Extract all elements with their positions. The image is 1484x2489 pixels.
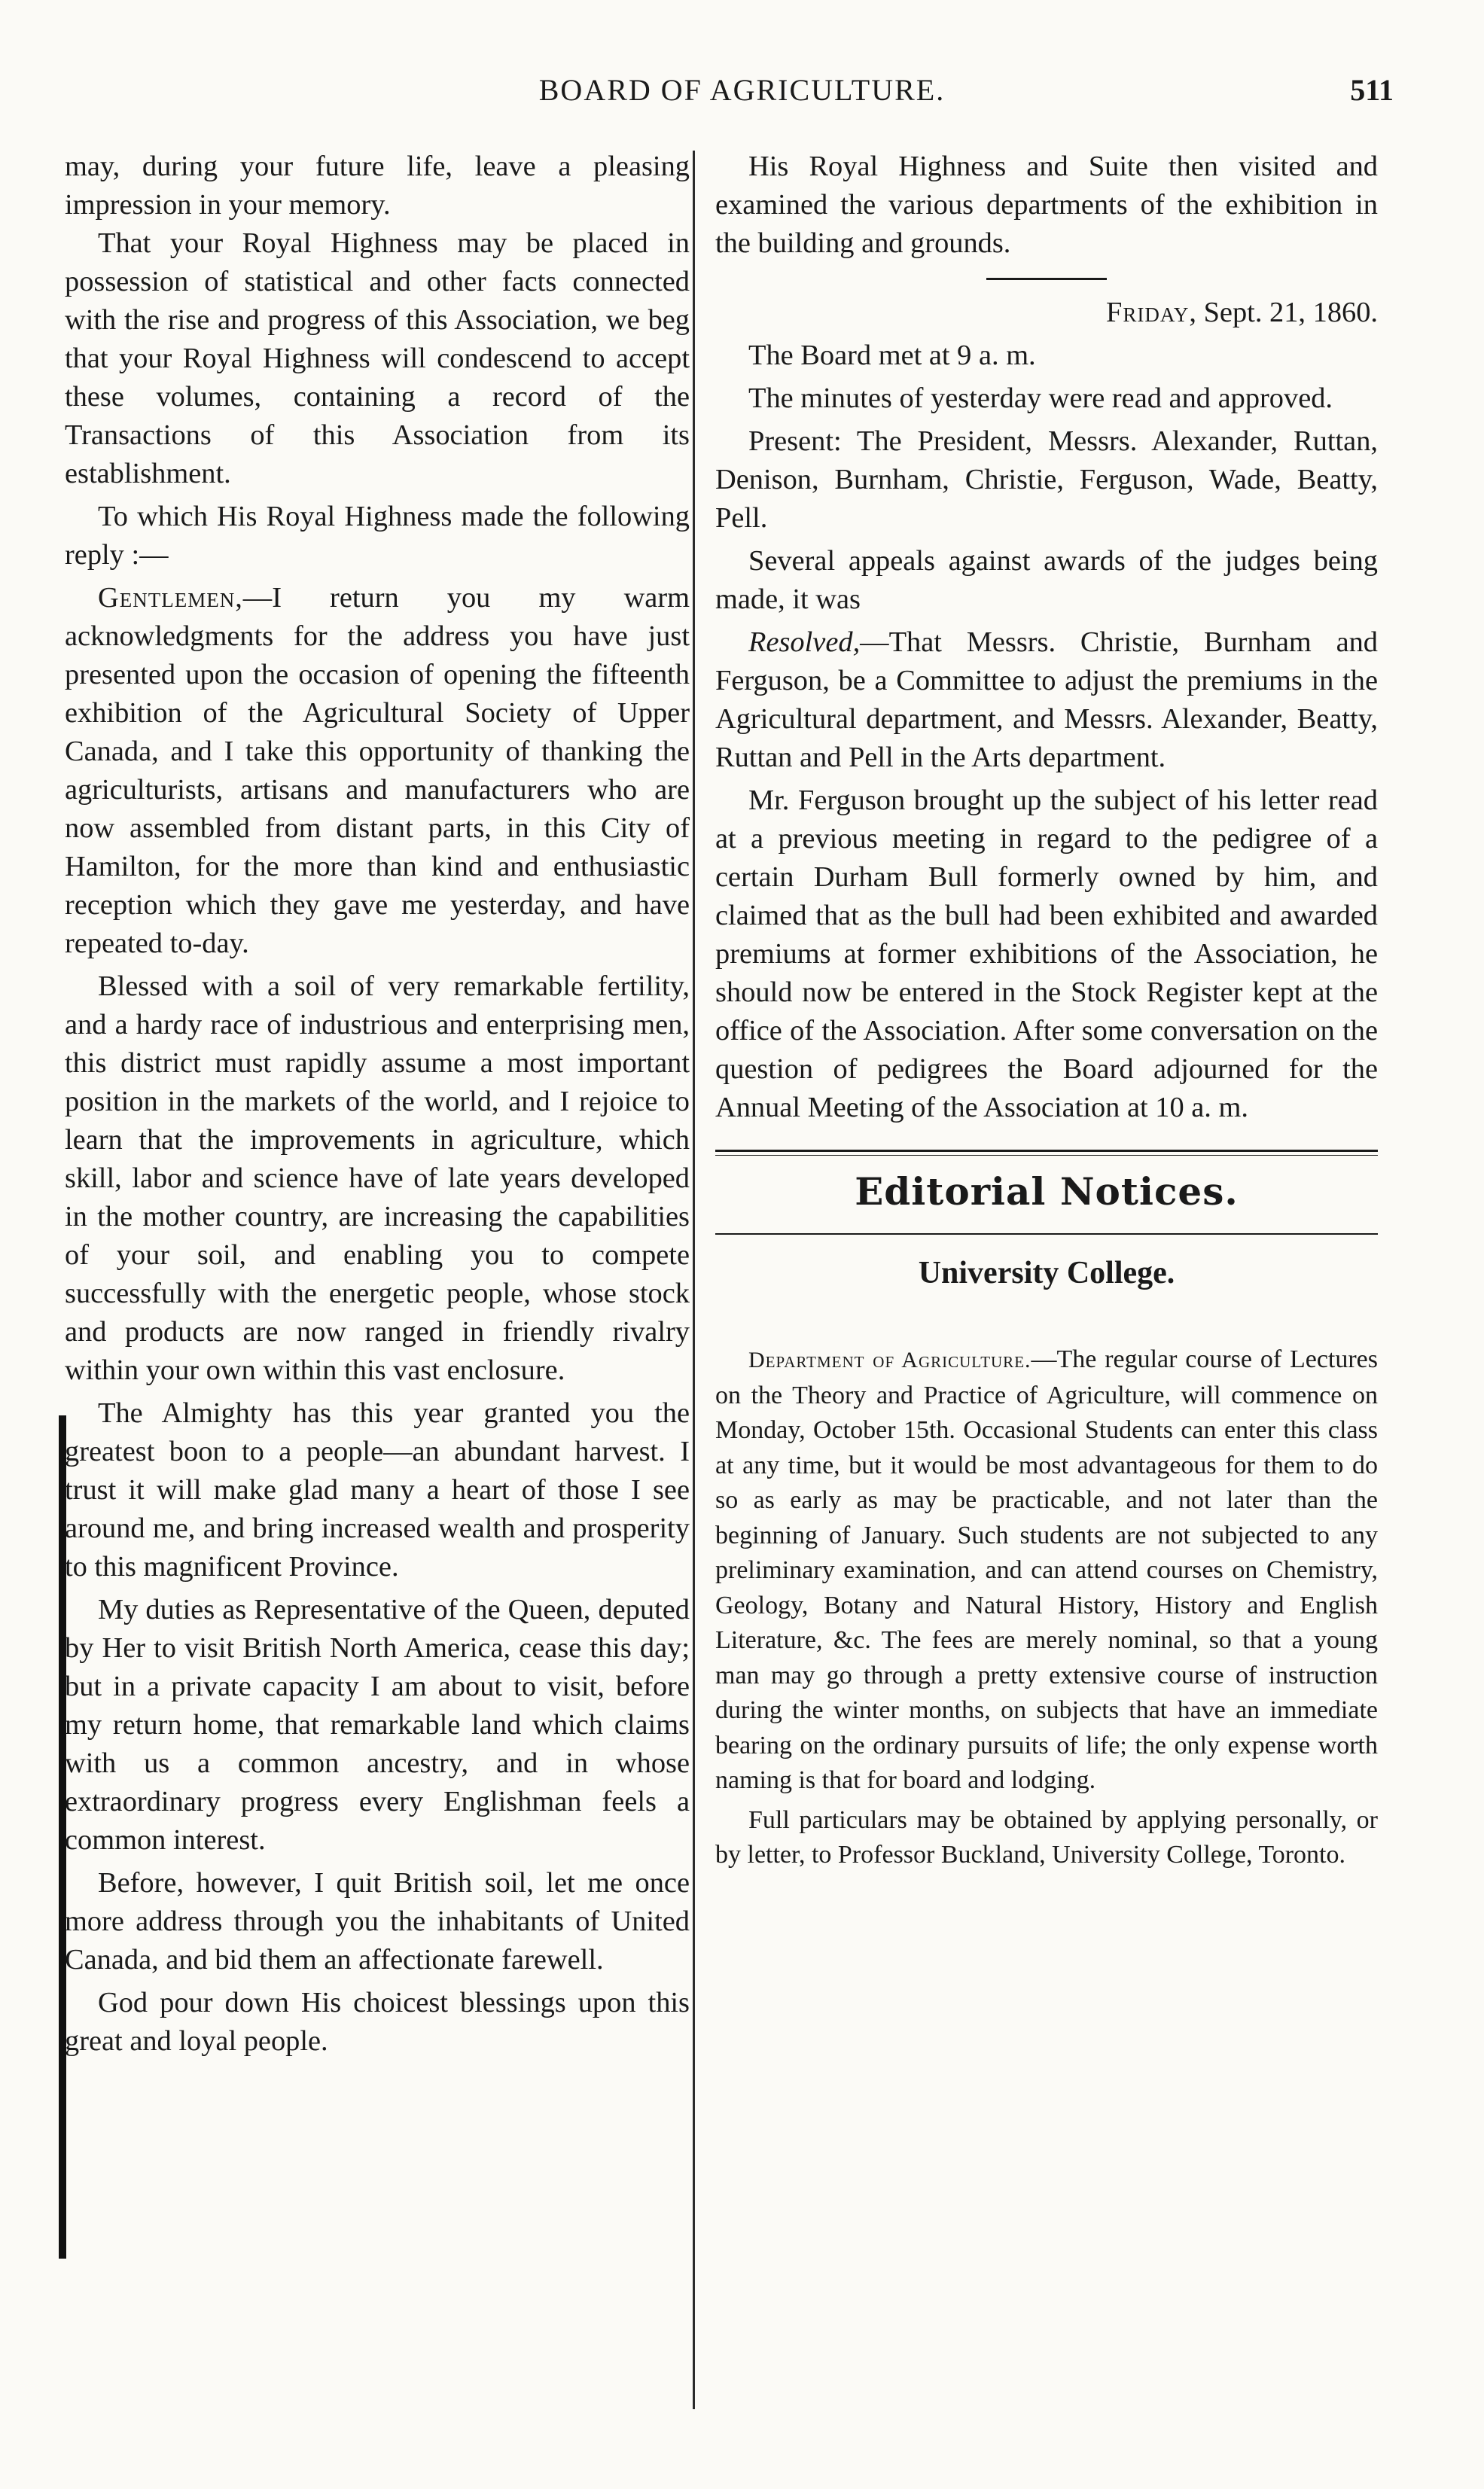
notice-agriculture-text: —The regular course of Lectures on the Theory and Practice of Agriculture, will commence on Monday, October 15th. Occasional Students can enter this class at any time, but it would be most advantageous for them to do so as early as may be practicable, and not later than the beginning of January. Such students are not subjected to any preliminary examination, and can attend courses on Chemistry, Geology, Botany and Natural History, History and English Literature, &c. The fees are merely nominal, so that a young man may go through a pretty extensive course of instruction during the winter months, on subjects that have an immediate bearing on the ordinary pursuits of life; the only expense worth naming is that for board and lodging. [715,1345,1379,1794]
salutation: Gentlemen, [98,582,243,614]
notice-agriculture [715,1342,1378,1799]
paragraph-address-end: may, during your future life, leave a pleasing impression in your memory. [65,151,690,221]
paragraph-soil: Blessed with a soil of very remarkable fertility, and a hardy race of industrious and enterprising men, this district must rapidly assume a most important position in the markets of the world, and I rejoice to learn that the improvements in agriculture, which skill, labor and science have of late years developed in the mother country, are increasing the capabilities of your soil, and enabling you to compete successfully with the energetic people, whose stock and products are now ranged in friendly rivalry within your own within this vast enclosure. [65,970,690,1386]
section-title: Editorial Notices. [855,1169,1239,1214]
resolved-label: Resolved, [748,626,861,658]
paragraph-board-met: The Board met at 9 a. m. [748,340,1036,371]
section-divider [715,1150,1378,1156]
paragraph-duties: My duties as Representative of the Queen, deputed by Her to visit British North America, cease this day; but in a private capacity I am about to visit, before my return home, that remarkable land which claims with us a common ancestry, and in whose extraordinary progress every Englishman feels a common interest. [65,1594,690,1856]
paragraph-harvest: The Almighty has this year granted you the greatest boon to a people—an abundant harvest. I trust it will make glad many a heart of those I see around me, and bring increased wealth and prosperity to this magnificent Province. [65,1397,690,1583]
paragraph-reply-intro: To which His Royal Highness made the following reply :— [65,501,690,571]
paragraph-blessing: God pour down His choicest blessings upon this great and loyal people. [65,1987,690,2057]
meeting-date-rest: , Sept. 21, 1860. [1189,297,1378,328]
meeting-day: Friday [1106,297,1190,328]
title-divider [715,1233,1378,1235]
paragraph-present: Present: The President, Messrs. Alexander, Ruttan, Denison, Burnham, Christie, Ferguson, Wade, Beatty, Pell. [715,425,1378,534]
column-rule [693,151,695,2409]
paragraph-resolved [715,623,1378,777]
notice-agriculture-lead: Department of Agriculture. [748,1348,1031,1372]
paragraph-reply-gentlemen [65,579,690,963]
short-divider [986,278,1107,280]
paragraph-minutes: The minutes of yesterday were read and approved. [748,382,1333,414]
left-column [65,148,690,2065]
resolved-text: —That Messrs. Christie, Burnham and Ferguson, be a Committee to adjust the premiums in the Agricultural department, and Messrs. Alexander, Beatty, Ruttan and Pell in the Arts department. [715,626,1378,773]
right-column [715,148,1378,1878]
paragraph-ferguson: Mr. Ferguson brought up the subject of his letter read at a previous meeting in regard to the pedigree of a certain Durham Bull formerly owned by him, and claimed that as the bull had been exhibited and awarded premiums at former exhibitions of the Association, he should now be entered in the Stock Register kept at the office of the Association. After some conversation on the question of pedigrees the Board adjourned for the Annual Meeting of the Association at 10 a. m. [715,784,1378,1123]
notice-particulars: Full particulars may be obtained by applying personally, or by letter, to Professor Buckland, University College, Toronto. [715,1805,1378,1869]
meeting-date [715,294,1378,332]
paragraph-suite-visit: His Royal Highness and Suite then visited and examined the various departments of the exhibition in the building and grounds. [715,151,1378,259]
paragraph-appeals: Several appeals against awards of the judges being made, it was [715,545,1378,615]
reply-text: —I return you my warm acknowledgments for the address you have just presented upon the occasion of opening the fifteenth exhibition of the Agricultural Society of Upper Canada, and I take this opportunity of thanking the agriculturists, artisans and manufacturers who are now assembled from distant parts, in this City of Hamilton, for the more than kind and enthusiastic reception which they gave me yesterday, and have repeated to-day. [65,582,690,959]
running-title: BOARD OF AGRICULTURE. [538,73,946,107]
running-head [0,72,1484,117]
page-number: 511 [1350,73,1394,107]
paragraph-statistics: That your Royal Highness may be placed in possession of statistical and other facts connected with the rise and progress of this Association, we beg that your Royal Highness will condescend to accept these volumes, containing a record of the Transactions of this Association from its establishment. [65,227,690,489]
paragraph-farewell: Before, however, I quit British soil, let me once more address through you the inhabitants of United Canada, and bid them an affectionate farewell. [65,1867,690,1976]
notice-heading: University College. [918,1256,1175,1290]
